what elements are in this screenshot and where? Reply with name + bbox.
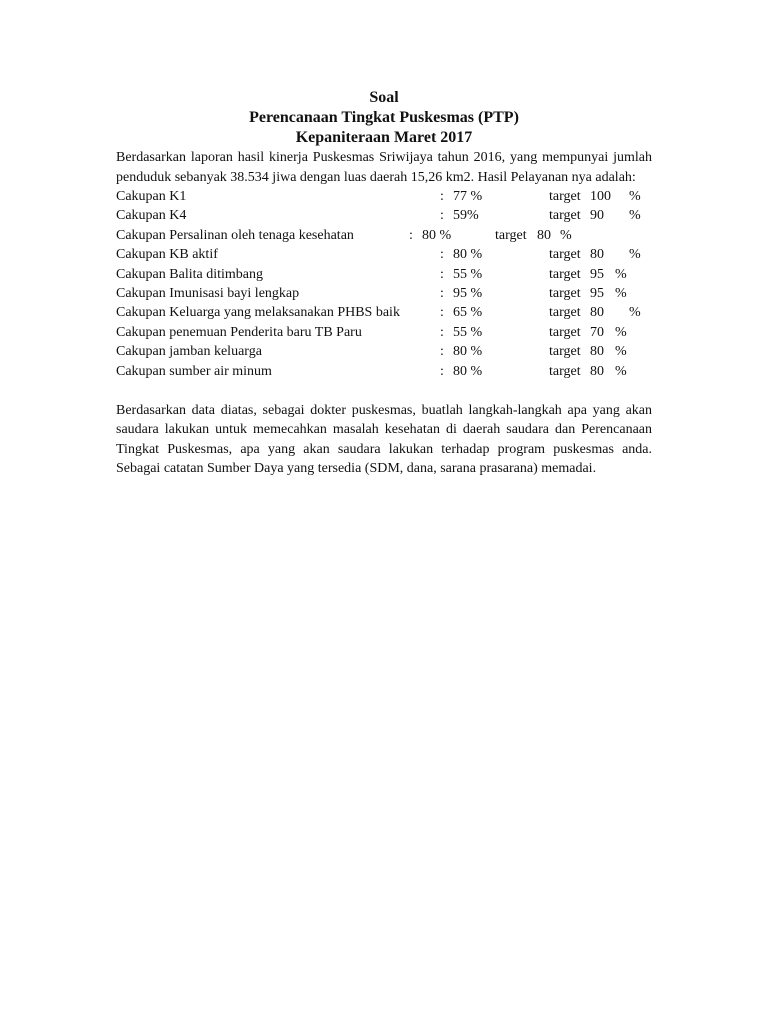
closing-paragraph: Berdasarkan data diatas, sebagai dokter puskesmas, buatlah langkah-langkah apa yang akan saudara lakukan untuk memecahkan masalah kesehatan di daerah saudara dan Perencanaan Tingkat Puskesmas, apa yang akan saudara lakukan terhadap program puskesmas anda. Sebagai catatan Sumber Daya yang tersedia (SDM, dana, sarana prasarana) memadai. xyxy=(116,402,652,477)
coverage-label: Cakupan Imunisasi bayi lengkap xyxy=(116,285,300,301)
target-percent: % xyxy=(629,189,641,204)
coverage-colon: : xyxy=(440,266,444,282)
coverage-value: 77 % xyxy=(453,189,483,204)
coverage-label: Cakupan K1 xyxy=(116,189,187,204)
target-word: target xyxy=(549,363,581,379)
document-period: Kepaniteraan Maret 2017 xyxy=(295,129,473,146)
coverage-row xyxy=(116,284,652,303)
target-percent: % xyxy=(629,247,641,263)
target-value: 100 xyxy=(590,189,611,204)
document-subtitle: Perencanaan Tingkat Puskesmas (PTP) xyxy=(249,109,519,126)
document-title: Soal xyxy=(369,89,399,106)
coverage-value: 80 % xyxy=(453,247,483,263)
target-value: 80 xyxy=(590,305,604,321)
coverage-value: 80 % xyxy=(453,344,483,360)
coverage-row xyxy=(116,245,652,264)
target-word: target xyxy=(549,247,581,263)
coverage-value: 55 % xyxy=(453,266,483,282)
coverage-row xyxy=(116,206,652,225)
target-percent: % xyxy=(615,363,627,379)
target-value: 70 xyxy=(590,324,604,340)
coverage-value: 80 % xyxy=(453,363,483,379)
target-value: 90 xyxy=(590,208,604,224)
coverage-colon: : xyxy=(440,324,444,340)
coverage-colon: : xyxy=(440,189,444,204)
coverage-colon: : xyxy=(440,208,444,224)
target-value: 80 xyxy=(590,247,604,263)
target-value: 80 xyxy=(537,227,551,243)
target-word: target xyxy=(549,208,581,224)
target-percent: % xyxy=(629,208,641,224)
coverage-colon: : xyxy=(440,285,444,301)
coverage-value: 95 % xyxy=(453,285,483,301)
coverage-row xyxy=(116,323,652,342)
target-percent: % xyxy=(615,285,627,301)
target-word: target xyxy=(549,344,581,360)
coverage-row xyxy=(116,226,652,245)
coverage-row xyxy=(116,303,652,322)
target-percent: % xyxy=(615,324,627,340)
coverage-row xyxy=(116,265,652,284)
coverage-label: Cakupan jamban keluarga xyxy=(116,344,262,360)
coverage-colon: : xyxy=(440,305,444,321)
target-word: target xyxy=(549,324,581,340)
document-page xyxy=(116,88,652,479)
target-word: target xyxy=(495,227,527,243)
target-word: target xyxy=(549,285,581,301)
target-word: target xyxy=(549,266,581,282)
coverage-colon: : xyxy=(440,247,444,263)
coverage-colon: : xyxy=(440,363,444,379)
target-percent: % xyxy=(615,266,627,282)
coverage-row xyxy=(116,362,652,381)
intro-paragraph: Berdasarkan laporan hasil kinerja Puskesmas Sriwijaya tahun 2016, yang mempunyai jumlah penduduk sebanyak 38.534 jiwa dengan luas daerah 15,26 km2. Hasil Pelayanan nya adalah: xyxy=(116,150,652,185)
coverage-value: 80 % xyxy=(422,227,452,243)
coverage-row xyxy=(116,342,652,361)
coverage-label: Cakupan penemuan Penderita baru TB Paru xyxy=(116,324,362,340)
target-percent: % xyxy=(615,344,627,360)
coverage-colon: : xyxy=(440,344,444,360)
target-value: 80 xyxy=(590,363,604,379)
target-word: target xyxy=(549,189,581,204)
target-percent: % xyxy=(560,227,572,243)
coverage-label: Cakupan Balita ditimbang xyxy=(116,266,263,282)
coverage-label: Cakupan Keluarga yang melaksanakan PHBS baik xyxy=(116,305,400,321)
target-value: 80 xyxy=(590,344,604,360)
coverage-colon: : xyxy=(409,227,413,243)
coverage-label: Cakupan Persalinan oleh tenaga kesehatan xyxy=(116,227,354,243)
coverage-value: 55 % xyxy=(453,324,483,340)
coverage-list xyxy=(116,187,652,381)
target-value: 95 xyxy=(590,266,604,282)
coverage-label: Cakupan KB aktif xyxy=(116,247,218,263)
coverage-value: 65 % xyxy=(453,305,483,321)
target-percent: % xyxy=(629,305,641,321)
coverage-value: 59% xyxy=(453,208,479,224)
coverage-label: Cakupan K4 xyxy=(116,208,187,224)
target-value: 95 xyxy=(590,285,604,301)
coverage-row xyxy=(116,187,652,206)
coverage-label: Cakupan sumber air minum xyxy=(116,363,272,379)
target-word: target xyxy=(549,305,581,321)
